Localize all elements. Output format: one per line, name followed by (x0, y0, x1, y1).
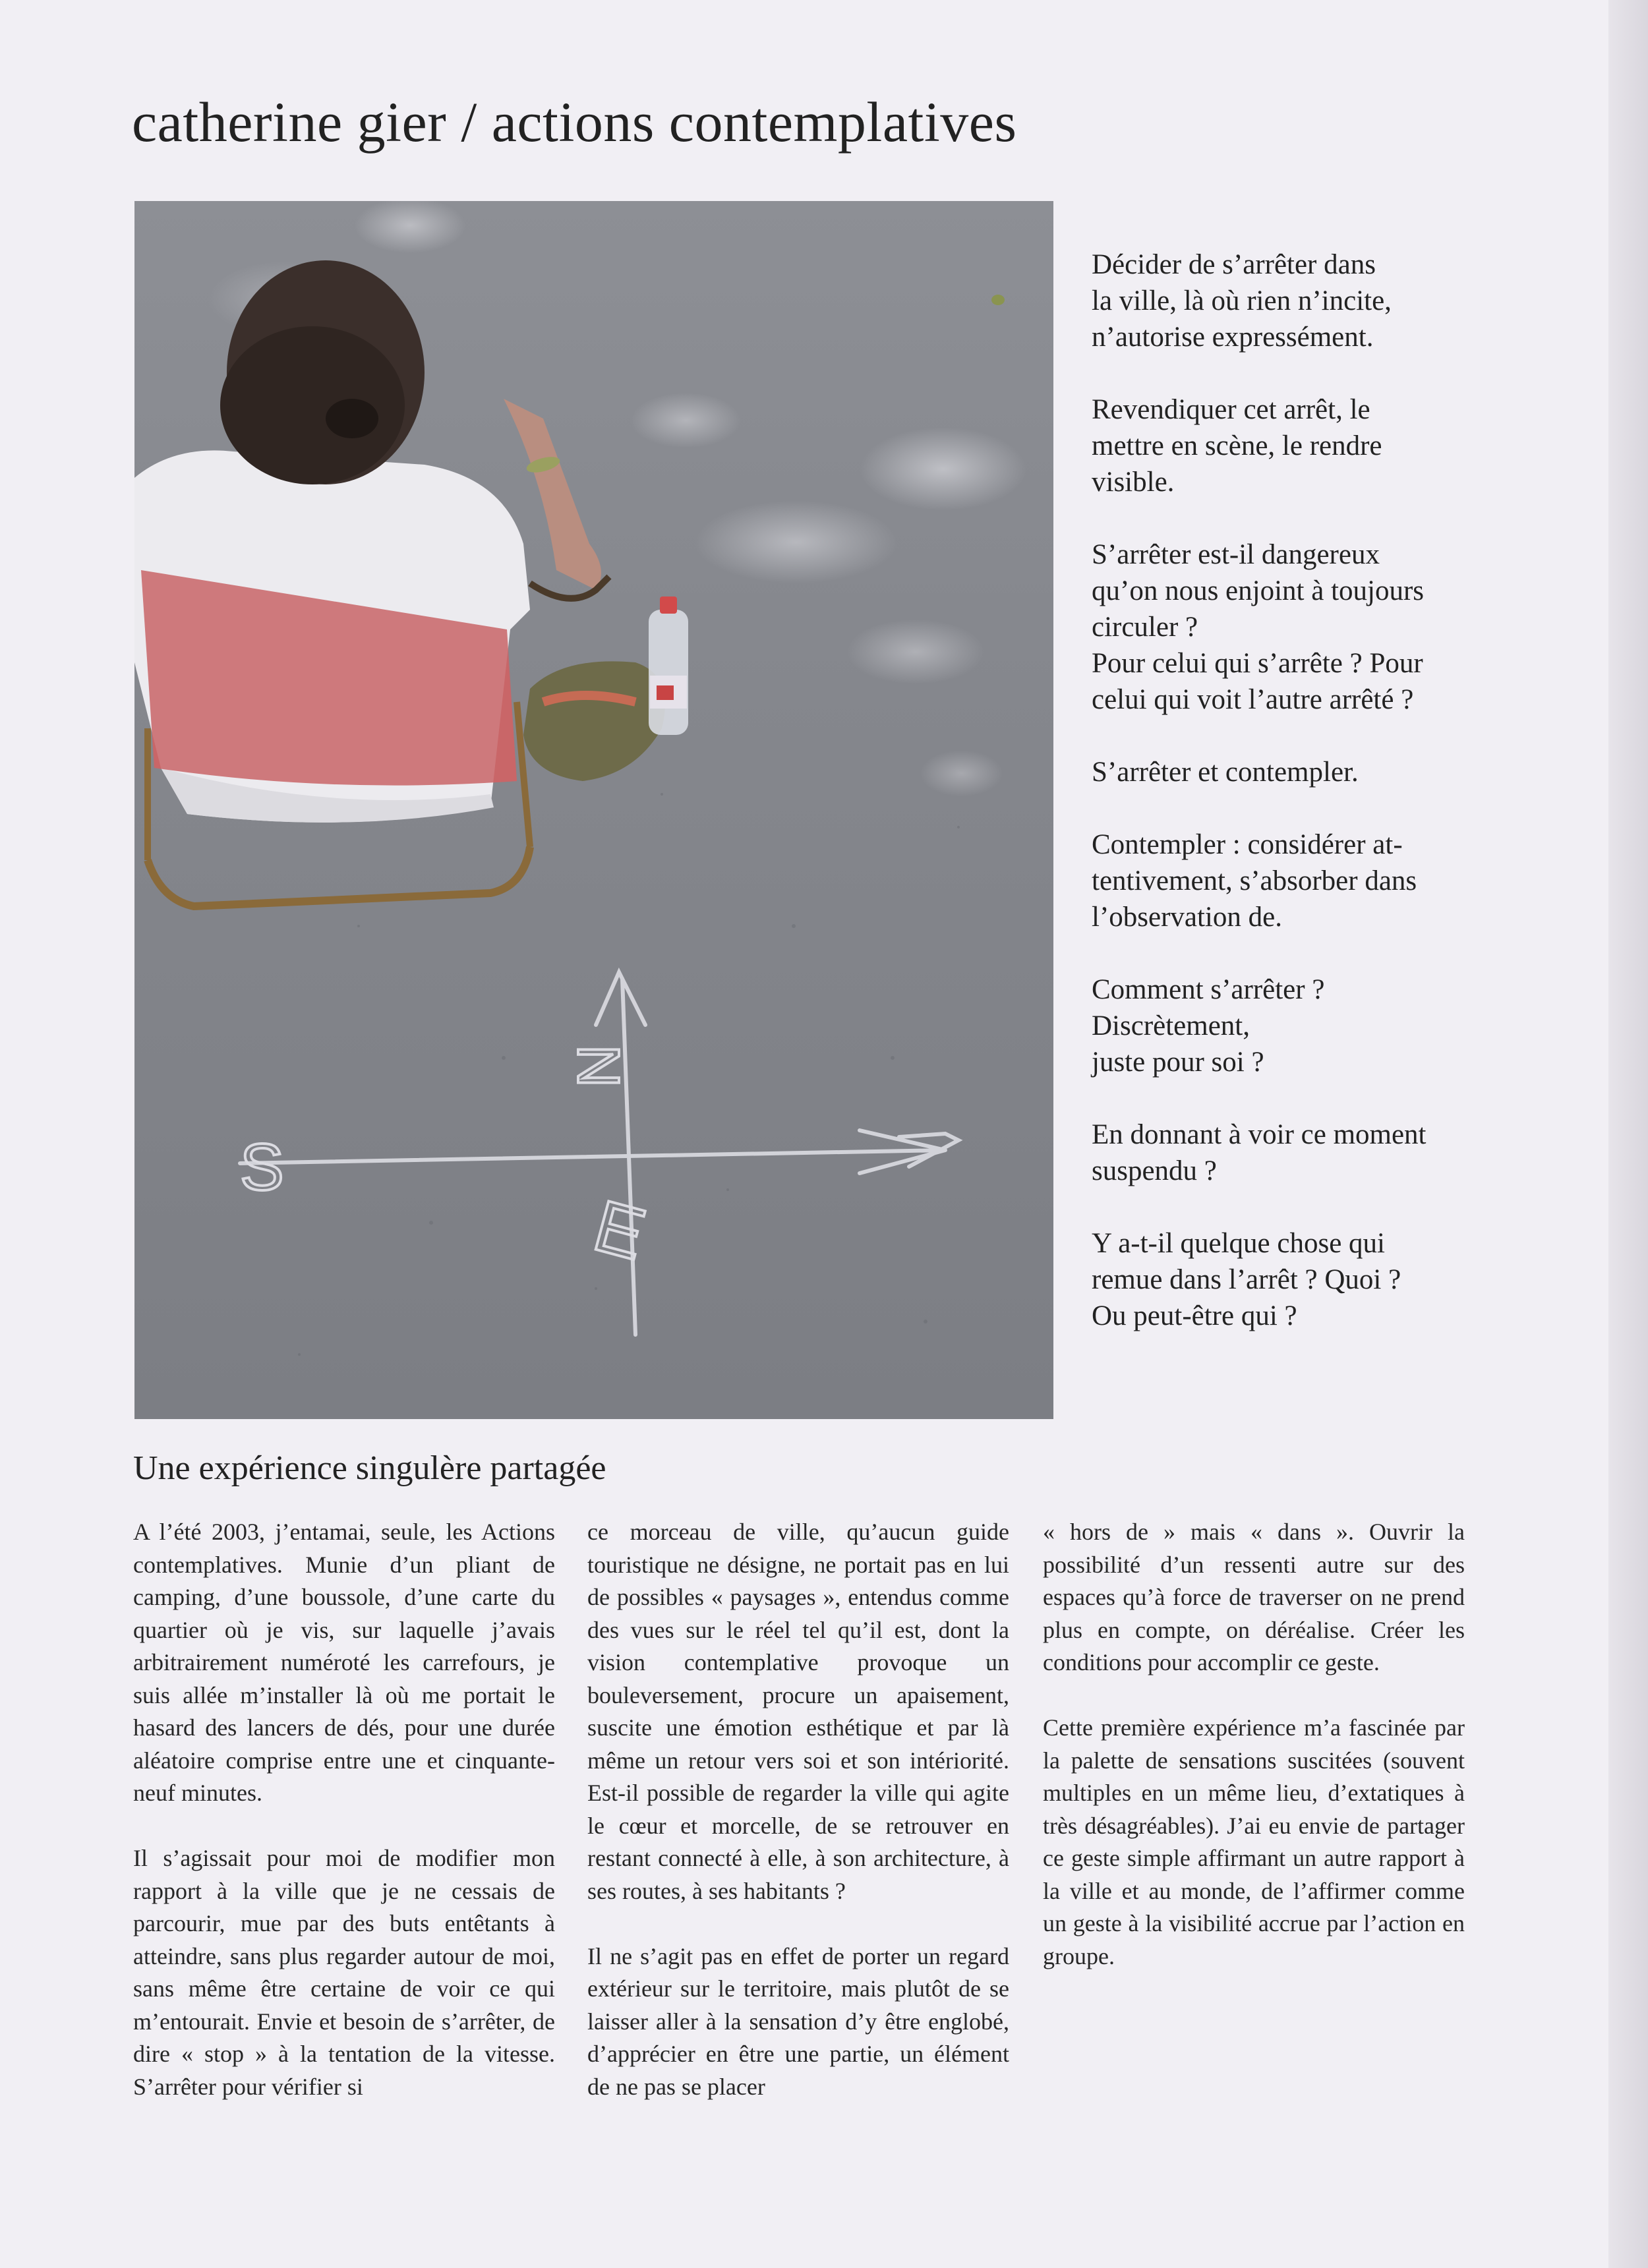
chalk-letter-e: E (585, 1184, 654, 1276)
chalk-letter-n: N (566, 1045, 632, 1088)
article-paragraph: Il ne s’agit pas en effet de porter un regard extérieur sur le territoire, mais plutôt de se laisser aller à la sensation d’y être englobé, d’apprécier en être une partie, un élément de ne pas se placer (587, 1942, 1009, 2100)
article-column-2 (587, 1516, 1009, 2136)
article-paragraph: Cette première expérience m’a fascinée par la palette de sensations suscitées (souvent multiples en un même lieu, d’extatiques à très désagréables). J’ai eu envie de partager ce geste simple affirmant un autre rapport à la ville et au monde, de l’affirmer comme un geste à la visibilité accrue par l’action en groupe. (1043, 1714, 1465, 1969)
article-column-1 (133, 1516, 555, 2136)
page-edge-shadow (1608, 0, 1648, 2268)
aside-paragraph: Comment s’arrêter ? Discrètement, juste pour soi ? (1092, 974, 1325, 1078)
article-paragraph: « hors de » mais « dans ». Ouvrir la possibilité d’un ressenti autre sur des espaces qu’à force de traverser on ne prend plus en compte, on déréalise. Créer les conditions pour accomplir ce geste. (1043, 1519, 1465, 1675)
page-title: catherine gier / actions contemplatives (132, 90, 1017, 154)
aside-paragraph: Contempler : considérer at- tentivement, s’absorber dans l’observation de. (1092, 829, 1417, 933)
aside-paragraph: Décider de s’arrêter dans la ville, là où rien n’incite, n’autorise expressément. (1092, 249, 1392, 353)
photo-illustration (134, 201, 1053, 1419)
aside-paragraph: S’arrêter est-il dangereux qu’on nous enjoint à toujours circuler ? Pour celui qui s’arrête ? Pour celui qui voit l’autre arrêté ? (1092, 539, 1425, 715)
aside-paragraph: En donnant à voir ce moment suspendu ? (1092, 1119, 1427, 1186)
article-column-3 (1043, 1516, 1465, 2006)
sidebar-text (1092, 247, 1500, 1370)
aside-paragraph: Revendiquer cet arrêt, le mettre en scène, le rendre visible. (1092, 394, 1382, 498)
article-paragraph: ce morceau de ville, qu’aucun guide touristique ne désigne, ne portait pas en lui de possibles « paysages », entendus comme des vues sur le réel tel qu’il est, dont la vision contemplative provoque un bouleversement, procure un apaisement, suscite une émotion esthétique et par là même un retour vers soi et son intériorité. Est-il possible de regarder la ville qui agite le cœur et morcelle, de se retrouver en restant connecté à elle, à son architecture, à ses routes, à ses habitants ? (587, 1519, 1009, 1904)
section-heading: Une expérience singulère partagée (133, 1449, 606, 1487)
aside-paragraph: S’arrêter et contempler. (1092, 757, 1359, 788)
chalk-letter-s: S (240, 1130, 284, 1204)
article-paragraph: A l’été 2003, j’entamai, seule, les Actions contemplatives. Munie d’un pliant de camping, d’une boussole, d’une carte du quartier où je vis, sur laquelle j’avais arbitrairement numéroté les carrefours, je suis allée m’installer là où me portait le hasard des lancers de dés, pour une durée aléatoire comprise entre une et cinquante-neuf minutes. (133, 1519, 555, 1806)
photo-woman-on-folding-chair (134, 201, 1053, 1419)
aside-paragraph: Y a-t-il quelque chose qui remue dans l’arrêt ? Quoi ? Ou peut-être qui ? (1092, 1228, 1401, 1331)
article-paragraph: Il s’agissait pour moi de modifier mon rapport à la ville que je ne cessais de parcourir, mue par des buts entêtants à atteindre, sans plus regarder autour de moi, sans même être certaine de voir ce qui m’entourait. Envie et besoin de s’arrêter, de dire « stop » à la tentation de la vitesse. S’arrêter pour vérifier si (133, 1845, 555, 2100)
